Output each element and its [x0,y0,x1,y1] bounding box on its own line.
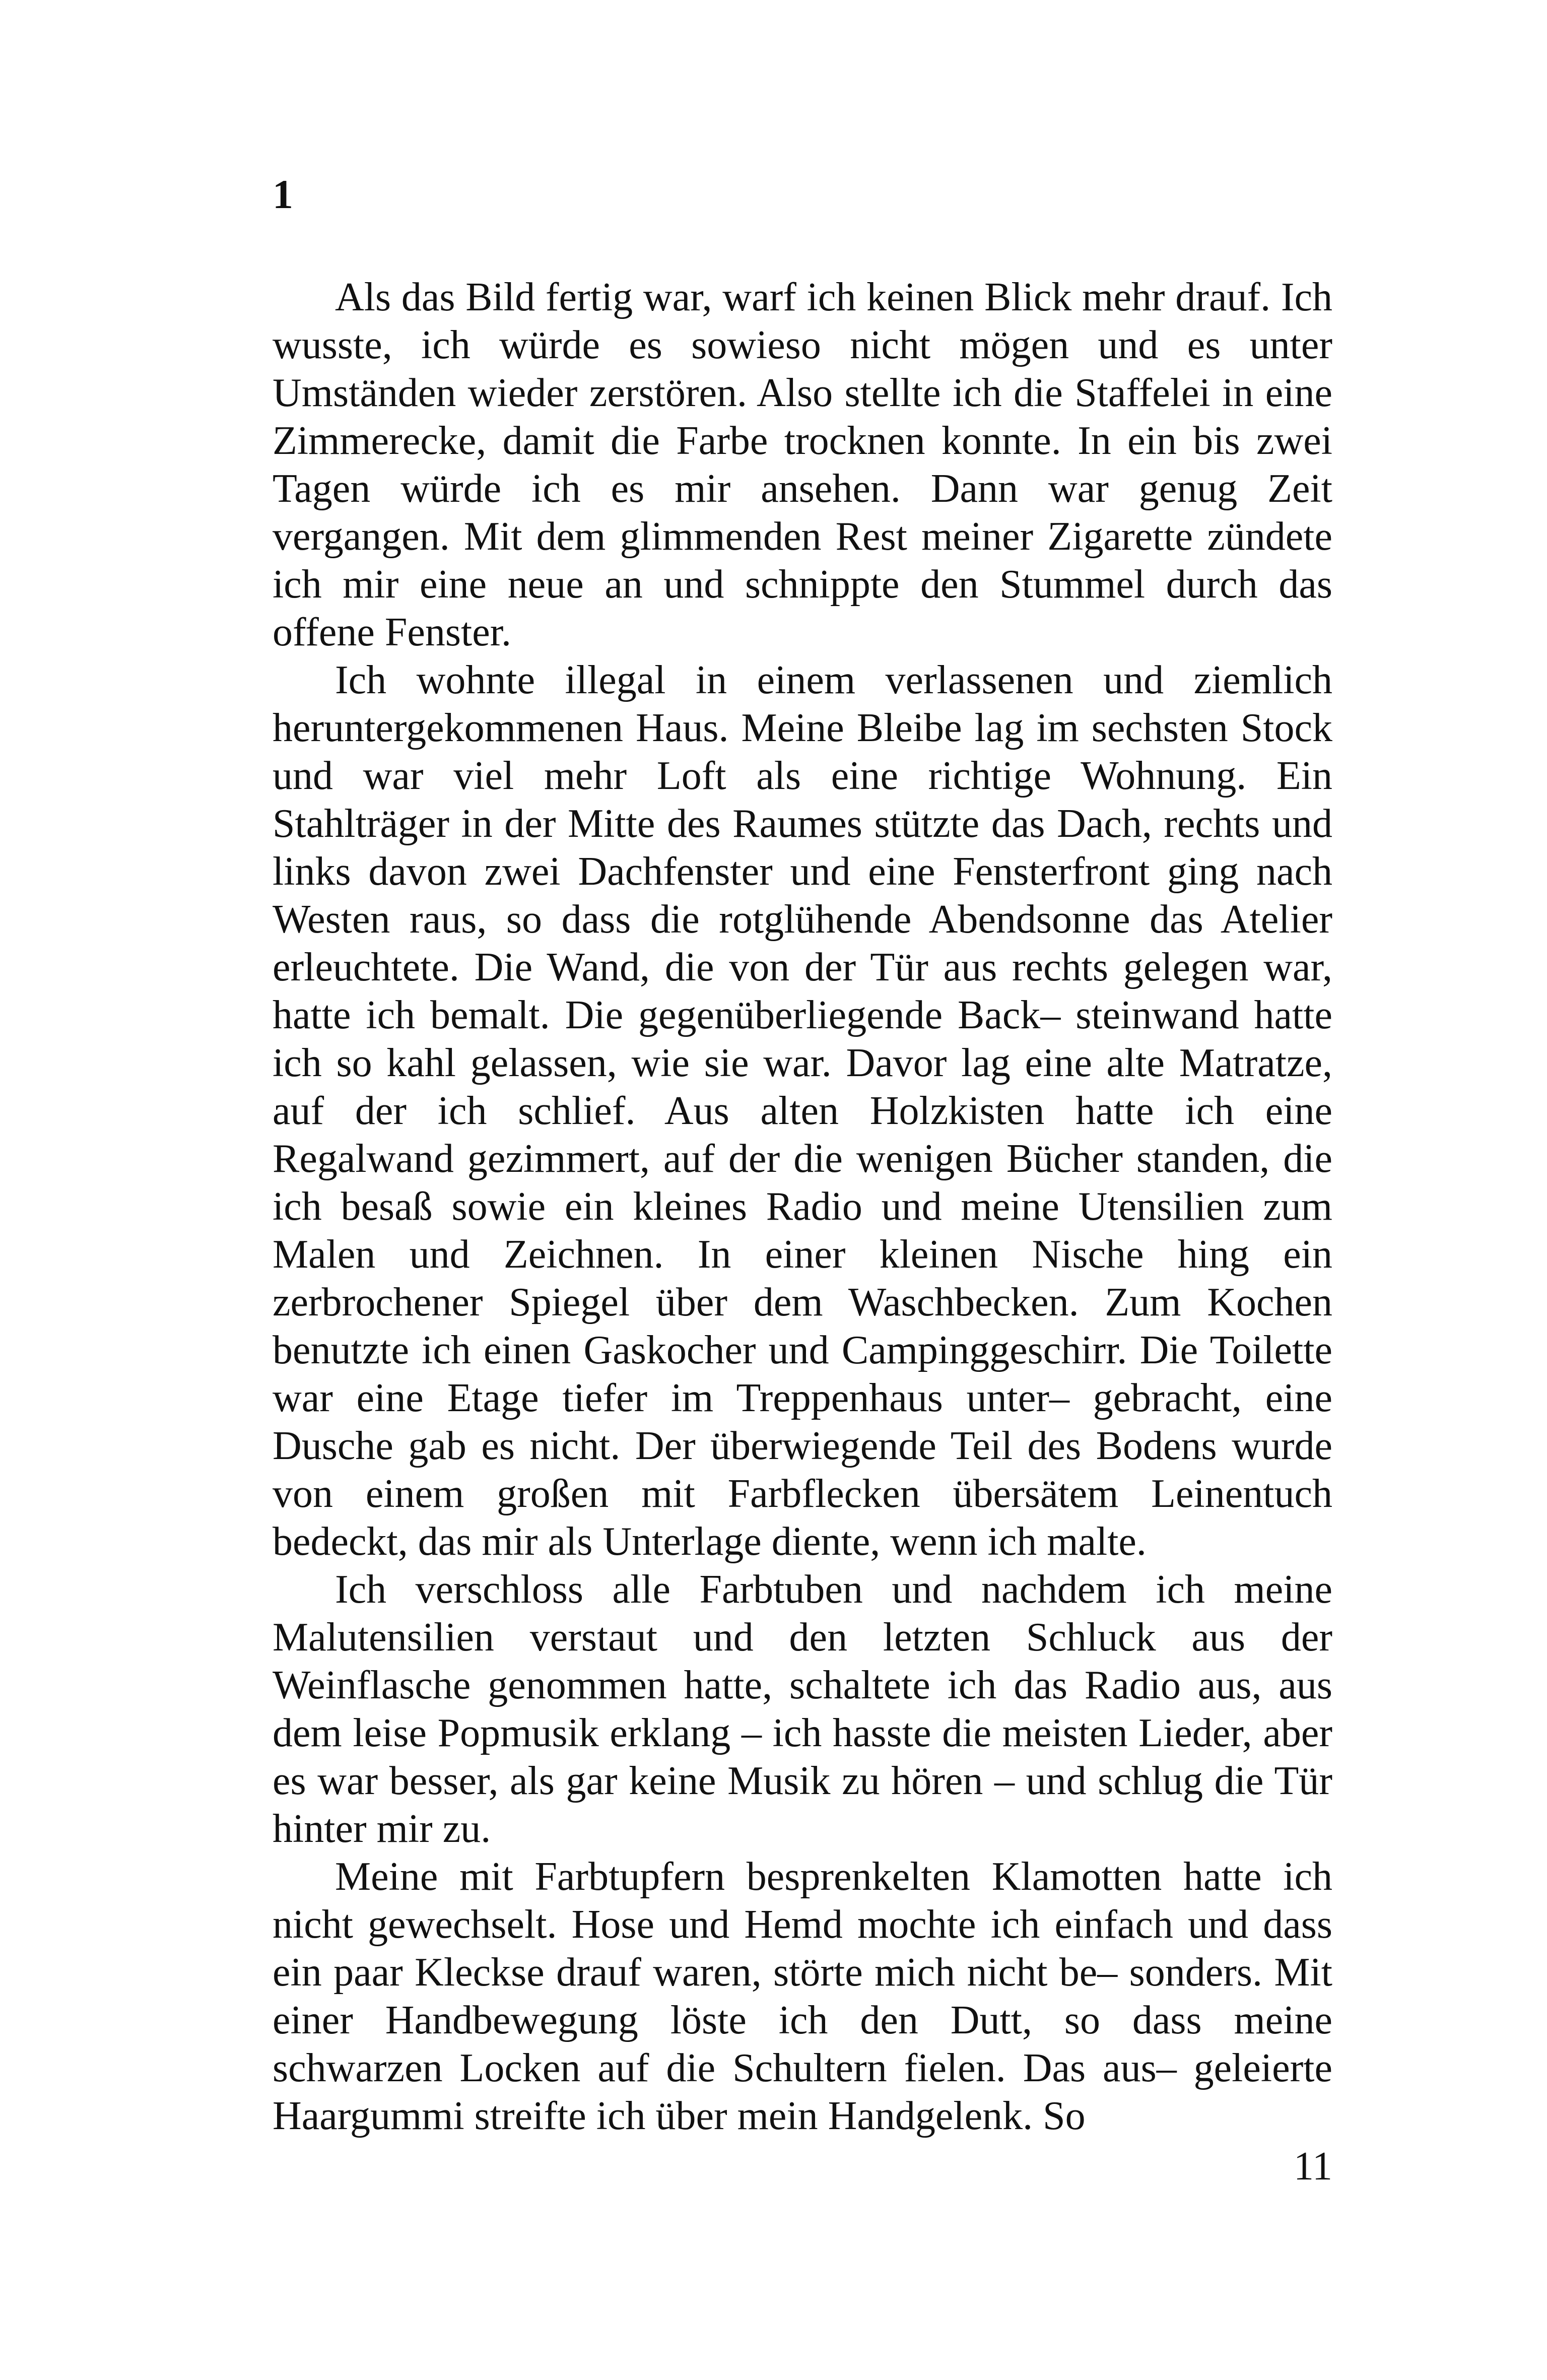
body-text [273,274,1332,2140]
paragraph-4: Meine mit Farbtupfern besprenkelten Klamotten hatte ich nicht gewechselt. Hose und Hemd mochte ich einfach und dass ein paar Kleckse drauf waren, störte mich nicht be– sonders. Mit einer Handbewegung löste ich den Dutt, so dass meine schwarzen Locken auf die Schultern fielen. Das aus– geleierte Haargummi streifte ich über mein Handgelenk. So [273,1855,1332,2138]
chapter-number: 1 [273,171,293,217]
paragraph-3: Ich verschloss alle Farbtuben und nachdem ich meine Malutensilien verstaut und den letzten Schluck aus der Weinflasche genommen hatte, schaltete ich das Radio aus, aus dem leise Popmusik erklang – ich hasste die meisten Lieder, aber es war besser, als gar keine Musik zu hören – und schlug die Tür hinter mir zu. [273,1567,1332,1851]
paragraph-1: Als das Bild fertig war, warf ich keinen Blick mehr drauf. Ich wusste, ich würde es sowieso nicht mögen und es unter Umständen wieder zerstören. Also stellte ich die Staffelei in eine Zimmerecke, damit die Farbe trocknen konnte. In ein bis zwei Tagen würde ich es mir ansehen. Dann war genug Zeit vergangen. Mit dem glimmenden Rest meiner Zigarette zündete ich mir eine neue an und schnippte den Stummel durch das offene Fenster. [273,275,1332,654]
paragraph-2: Ich wohnte illegal in einem verlassenen und ziemlich heruntergekommenen Haus. Meine Bleibe lag im sechsten Stock und war viel mehr Loft als eine richtige Wohnung. Ein Stahlträger in der Mitte des Raumes stützte das Dach, rechts und links davon zwei Dachfenster und eine Fensterfront ging nach Westen raus, so dass die rotglühende Abendsonne das Atelier erleuchtete. Die Wand, die von der Tür aus rechts gelegen war, hatte ich bemalt. Die gegenüberliegende Back– steinwand hatte ich so kahl gelassen, wie sie war. Davor lag eine alte Matratze, auf der ich schlief. Aus alten Holzkisten hatte ich eine Regalwand gezimmert, auf der die wenigen Bücher standen, die ich besaß sowie ein kleines Radio und meine Utensilien zum Malen und Zeichnen. In einer kleinen Nische hing ein zerbrochener Spiegel über dem Waschbecken. Zum Kochen benutzte ich einen Gaskocher und Campinggeschirr. Die Toilette war eine Etage tiefer im Treppenhaus unter– gebracht, eine Dusche gab es nicht. Der überwiegende Teil des Bodens wurde von einem großen mit Farbflecken übersätem Leinentuch bedeckt, das mir als Unterlage diente, wenn ich malte. [273,658,1332,1564]
page-number: 11 [1293,2144,1332,2189]
